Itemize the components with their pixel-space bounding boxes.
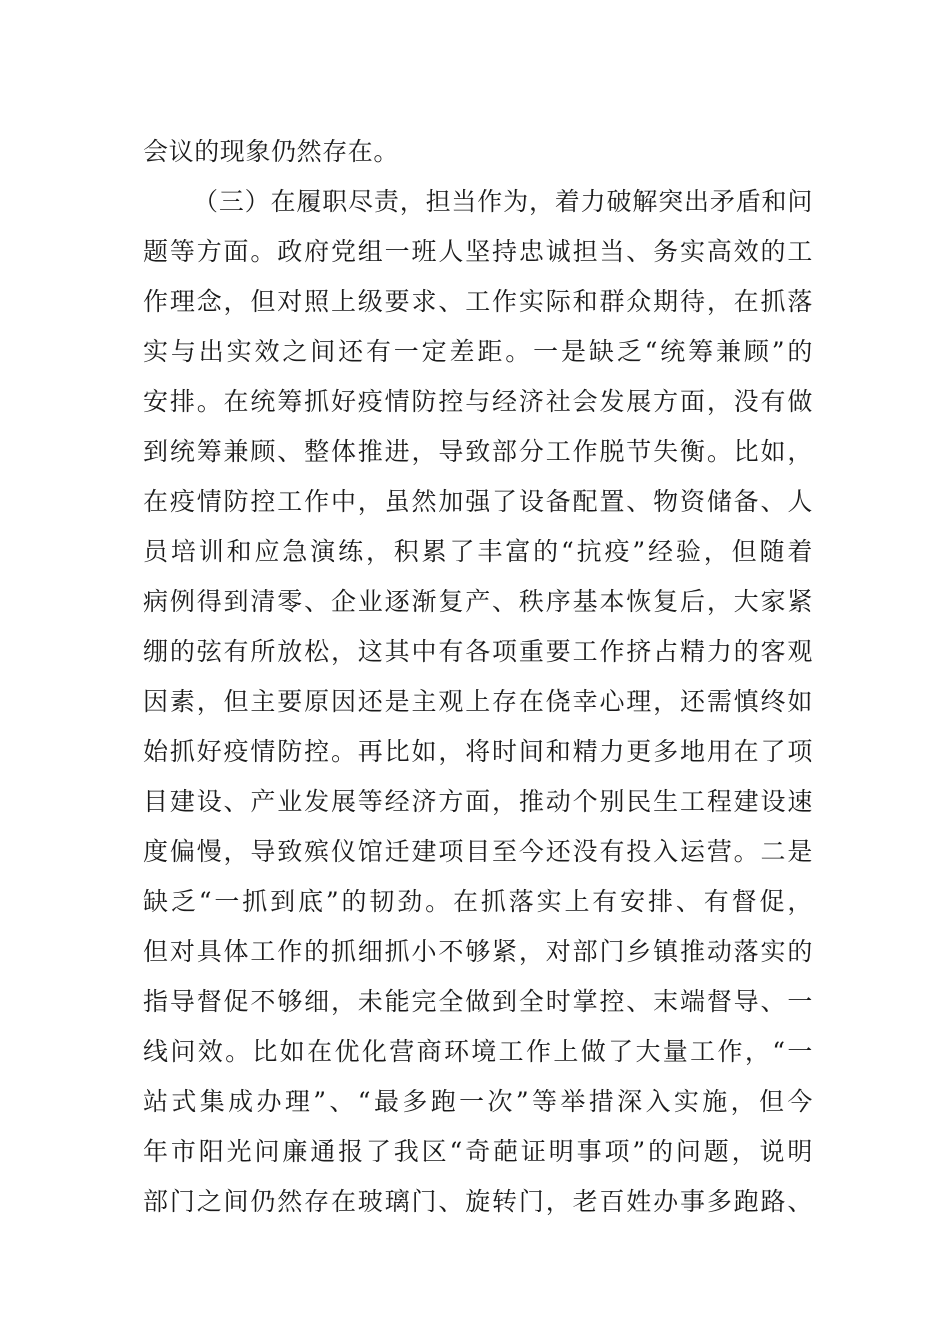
text-line: 题等方面。政府党组一班人坚持忠诚担当、务实高效的工	[143, 237, 813, 266]
text-line: 在疫情防控工作中，虽然加强了设备配置、物资储备、人	[143, 487, 813, 516]
body-text	[143, 127, 813, 1227]
text-line: 缺乏“一抓到底”的韧劲。在抓落实上有安排、有督促，	[143, 887, 813, 916]
text-line: 但对具体工作的抓细抓小不够紧，对部门乡镇推动落实的	[143, 937, 813, 966]
text-line: 目建设、产业发展等经济方面，推动个别民生工程建设速	[143, 787, 813, 816]
text-line: 员培训和应急演练，积累了丰富的“抗疫”经验，但随着	[143, 537, 813, 566]
text-line: 线问效。比如在优化营商环境工作上做了大量工作，“一	[143, 1037, 813, 1066]
text-line: 作理念，但对照上级要求、工作实际和群众期待，在抓落	[143, 287, 813, 316]
text-line: 病例得到清零、企业逐渐复产、秩序基本恢复后，大家紧	[143, 587, 813, 616]
text-line: 安排。在统筹抓好疫情防控与经济社会发展方面，没有做	[143, 387, 813, 416]
text-line: 会议的现象仍然存在。	[143, 137, 400, 166]
text-line: 部门之间仍然存在玻璃门、旋转门，老百姓办事多跑路、	[143, 1187, 813, 1216]
text-line: 度偏慢，导致殡仪馆迁建项目至今还没有投入运营。二是	[143, 837, 813, 866]
paragraph-start-line: （三）在履职尽责，担当作为，着力破解突出矛盾和问	[193, 187, 813, 216]
text-line: 始抓好疫情防控。再比如，将时间和精力更多地用在了项	[143, 737, 813, 766]
text-line: 实与出实效之间还有一定差距。一是缺乏“统筹兼顾”的	[143, 337, 813, 366]
text-line: 站式集成办理”、“最多跑一次”等举措深入实施，但今	[143, 1087, 813, 1116]
text-line: 到统筹兼顾、整体推进，导致部分工作脱节失衡。比如，	[143, 437, 813, 466]
text-line: 年市阳光问廉通报了我区“奇葩证明事项”的问题，说明	[143, 1137, 813, 1166]
text-line: 绷的弦有所放松，这其中有各项重要工作挤占精力的客观	[143, 637, 813, 666]
text-line: 因素，但主要原因还是主观上存在侥幸心理，还需慎终如	[143, 687, 813, 716]
text-line: 指导督促不够细，未能完全做到全时掌控、末端督导、一	[143, 987, 813, 1016]
